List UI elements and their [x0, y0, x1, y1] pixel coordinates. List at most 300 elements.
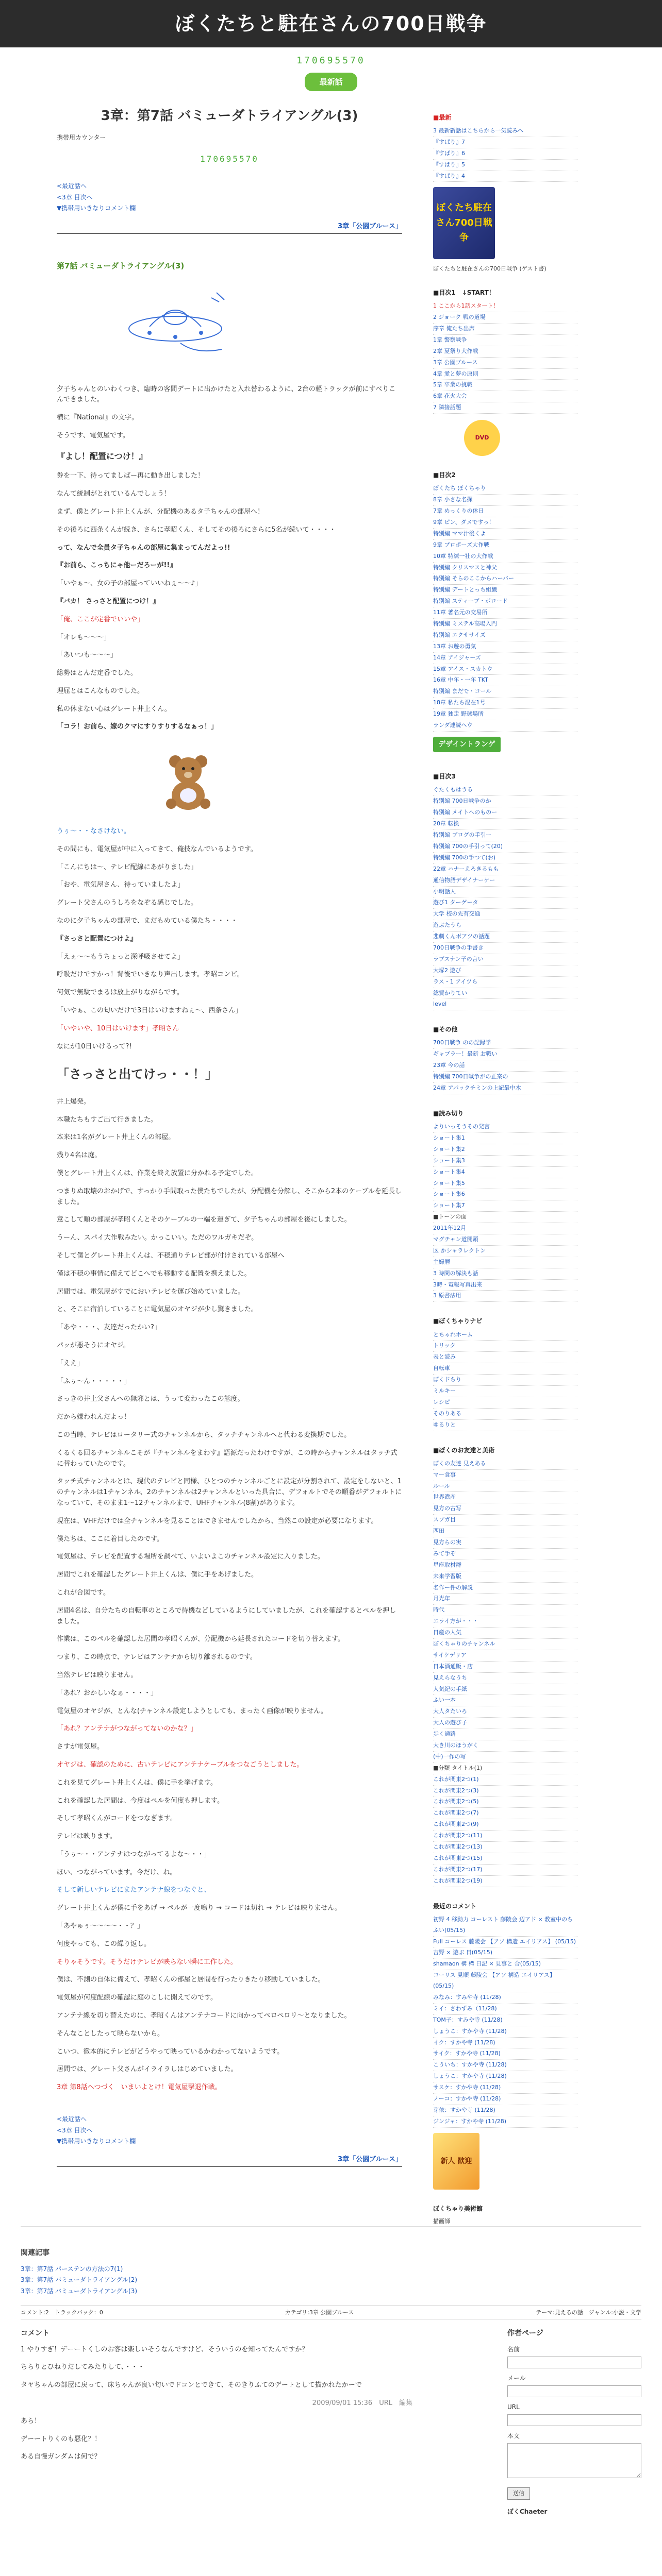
- friend-link-5[interactable]: スプガ目: [433, 1516, 456, 1523]
- archive-item[interactable]: [433, 1280, 577, 1291]
- toc3-item[interactable]: [433, 819, 577, 830]
- toc3-link-16[interactable]: 大塚2 遊び: [433, 967, 461, 974]
- misc-item[interactable]: [433, 1616, 577, 1628]
- recent-comment-link-2[interactable]: 吉野 × 遊ぶ 日(05/15): [433, 1949, 492, 1956]
- related-link-2[interactable]: 3章：第7話 バミューダトライアングル(3): [21, 2287, 138, 2295]
- nav-link-0[interactable]: とちゃれホーム: [433, 1331, 473, 1338]
- recent-comment[interactable]: [433, 2004, 577, 2015]
- recent-comment-link-6[interactable]: ミイ：さわずみ（11/28): [433, 2005, 497, 2012]
- friend-link-0[interactable]: ぼくの友達 見えある: [433, 1460, 486, 1467]
- misc-link-12[interactable]: (中)一作の写: [433, 1753, 466, 1760]
- nav-comment-link-bottom[interactable]: ▼携帯用いきなりコメント欄: [57, 2138, 136, 2145]
- kanto-link-2[interactable]: これが関東2つ(5): [433, 1798, 479, 1805]
- kanto-link-9[interactable]: これが関東2つ(19): [433, 1877, 483, 1884]
- misc-link-0[interactable]: エライ方が・・・: [433, 1618, 478, 1625]
- toc2-item[interactable]: [433, 619, 577, 630]
- toc3-item[interactable]: [433, 965, 577, 977]
- toc1-link-8[interactable]: 6章 花火大会: [433, 393, 467, 400]
- toc3-link-18[interactable]: 総費かりてい: [433, 989, 467, 996]
- toc3-link-7[interactable]: 22章 ハナーえろきるもも: [433, 865, 499, 872]
- toc3-item[interactable]: [433, 931, 577, 943]
- toc3-link-5[interactable]: 特別編 700の手引って(20): [433, 842, 503, 850]
- friend-item[interactable]: [433, 1560, 577, 1571]
- recent-comment-link-7[interactable]: TOM子：すみや寺 (11/28): [433, 2016, 503, 2023]
- body-textarea[interactable]: [507, 2443, 641, 2478]
- toc1-item[interactable]: [433, 391, 577, 402]
- friend-item[interactable]: [433, 1594, 577, 1605]
- toc2-link-9[interactable]: 特別編 デートとっち組織: [433, 586, 498, 594]
- sidebar-latest-link-1[interactable]: 『すぱり』7: [433, 138, 465, 145]
- other-item[interactable]: [433, 1060, 577, 1072]
- toc3-link-11[interactable]: 大学 校の先有交通: [433, 910, 481, 918]
- toc2-item[interactable]: [433, 720, 577, 732]
- other-link-3[interactable]: 特別編 700日戦争がの正案の: [433, 1073, 508, 1080]
- friend-item[interactable]: [433, 1526, 577, 1537]
- archive-link-5[interactable]: 3時・電報写真出来: [433, 1281, 482, 1288]
- sidebar-latest-link-2[interactable]: 『すぱり』6: [433, 149, 465, 157]
- latest-episode-button[interactable]: 最新話: [305, 73, 357, 91]
- friend-link-12[interactable]: 月光年: [433, 1595, 450, 1602]
- toc2-item[interactable]: [433, 517, 577, 529]
- recent-comment-link-12[interactable]: しょうこ：すかや寺 (11/28): [433, 2073, 507, 2080]
- nav-toc-link[interactable]: <3章 目次へ: [57, 193, 93, 201]
- archive-link-4[interactable]: 3 時間の解決も話: [433, 1269, 478, 1277]
- kanto-item[interactable]: [433, 1831, 577, 1842]
- related-link-1[interactable]: 3章：第7話 バミューダトライアングル(2): [21, 2276, 138, 2284]
- kanto-item[interactable]: [433, 1819, 577, 1831]
- recent-comment[interactable]: [433, 2105, 577, 2116]
- recent-comment-link-10[interactable]: サイク：すかや寺 (11/28): [433, 2050, 501, 2057]
- site-title[interactable]: ぼくたちと駐在さんの700日戦争: [175, 12, 487, 35]
- recent-comment[interactable]: [433, 2015, 577, 2026]
- toc3-link-3[interactable]: 20章 転換: [433, 820, 459, 827]
- nav-item[interactable]: [433, 1363, 577, 1375]
- toc3-item[interactable]: [433, 785, 577, 796]
- nav-item[interactable]: [433, 1397, 577, 1409]
- toc3-item[interactable]: [433, 954, 577, 965]
- friend-item[interactable]: [433, 1515, 577, 1526]
- oneshot-item[interactable]: [433, 1189, 577, 1200]
- recent-comment[interactable]: [433, 2094, 577, 2105]
- oneshot-item[interactable]: [433, 1122, 577, 1133]
- misc-item[interactable]: [433, 1718, 577, 1729]
- kanto-link-4[interactable]: これが関東2つ(9): [433, 1821, 479, 1828]
- other-link-2[interactable]: 23章 今の話: [433, 1062, 465, 1069]
- nav-link-5[interactable]: ミルキー: [433, 1387, 456, 1395]
- oneshot-link-1[interactable]: ショート集1: [433, 1134, 465, 1142]
- toc2-link-5[interactable]: 9章 プロポーズ大作戦: [433, 541, 489, 548]
- toc3-item[interactable]: [433, 988, 577, 999]
- misc-item[interactable]: [433, 1684, 577, 1696]
- nav-latest-link[interactable]: <最近話へ: [57, 182, 87, 190]
- toc2-link-6[interactable]: 10章 特練一社の大作戦: [433, 552, 493, 560]
- toc2-item[interactable]: [433, 664, 577, 675]
- sidebar-latest-link-0[interactable]: 3 最新新話はこちらから一気読みへ: [433, 127, 524, 134]
- misc-link-11[interactable]: 大き川のほうがく: [433, 1742, 478, 1749]
- friend-link-7[interactable]: 見方らの実: [433, 1539, 461, 1546]
- toc2-link-20[interactable]: 19章 独走 野球場所: [433, 710, 484, 718]
- submit-button[interactable]: 送信: [507, 2487, 530, 2500]
- oneshot-link-2[interactable]: ショート集2: [433, 1145, 465, 1153]
- category-link-bottom[interactable]: 3章「公園ブルース」: [338, 2155, 402, 2163]
- recent-comment-link-16[interactable]: ジンジャ：すかや寺 (11/28): [433, 2117, 507, 2125]
- toc3-link-15[interactable]: ラブスナン子の言い: [433, 955, 484, 962]
- toc1-item[interactable]: [433, 369, 577, 380]
- toc3-link-17[interactable]: ラス・1 アイツら: [433, 978, 478, 985]
- kanto-link-0[interactable]: これが関東2つ(1): [433, 1775, 479, 1783]
- recent-comment-link-11[interactable]: こういち：すかや寺 (11/28): [433, 2061, 507, 2069]
- mail-input[interactable]: [507, 2385, 641, 2397]
- oneshot-item[interactable]: [433, 1133, 577, 1144]
- url-input[interactable]: [507, 2414, 641, 2426]
- recent-comment[interactable]: [433, 1970, 577, 1992]
- recent-comment[interactable]: [433, 1959, 577, 1970]
- toc3-link-10[interactable]: 遊び1 ターゲータ: [433, 899, 478, 906]
- nav-link-4[interactable]: ぼくドちり: [433, 1376, 461, 1383]
- other-link-4[interactable]: 24章 アパックチミンの上記最中木: [433, 1084, 521, 1092]
- oneshot-link-0[interactable]: よりいっそうその発言: [433, 1123, 490, 1130]
- toc2-item[interactable]: [433, 653, 577, 664]
- misc-item[interactable]: [433, 1729, 577, 1740]
- kanto-item[interactable]: [433, 1842, 577, 1853]
- toc2-link-13[interactable]: 特別編 エクササイズ: [433, 631, 486, 638]
- oneshot-link-5[interactable]: ショート集5: [433, 1179, 465, 1187]
- misc-link-9[interactable]: 大人の遊び子: [433, 1719, 467, 1726]
- toc1-item[interactable]: [433, 358, 577, 369]
- friend-item[interactable]: [433, 1481, 577, 1493]
- kanto-link-8[interactable]: これが関東2つ(17): [433, 1866, 483, 1873]
- kanto-item[interactable]: [433, 1865, 577, 1876]
- related-link-0[interactable]: 3章：第7話 パーステンの方法の7(1): [21, 2265, 123, 2273]
- sidebar-latest-item-0[interactable]: [433, 126, 577, 137]
- recent-comment-link-9[interactable]: イク：すかや寺 (11/28): [433, 2039, 495, 2046]
- recent-comment[interactable]: [433, 2038, 577, 2049]
- toc1-link-6[interactable]: 4章 愛と夢の原則: [433, 370, 478, 377]
- misc-link-5[interactable]: 見えらなうち: [433, 1674, 467, 1681]
- toc2-link-14[interactable]: 13章 お遊の勇気: [433, 642, 476, 650]
- toc3-item[interactable]: [433, 830, 577, 841]
- recent-comment[interactable]: [433, 1937, 577, 1948]
- archive-link-1[interactable]: マグチャン道開頭: [433, 1236, 478, 1243]
- recent-comment-link-15[interactable]: 芽依：すかや寺 (11/28): [433, 2106, 495, 2113]
- nav-item[interactable]: [433, 1420, 577, 1431]
- toc2-link-16[interactable]: 15章 アイス・スカトウ: [433, 665, 493, 672]
- misc-link-4[interactable]: 日本酒通販・店: [433, 1663, 473, 1670]
- category-link[interactable]: 3章「公園ブルース」: [338, 222, 402, 230]
- recent-comment-link-8[interactable]: しょうこ：すかや寺 (11/28): [433, 2027, 507, 2035]
- toc1-link-9[interactable]: 7 隣接話題: [433, 404, 461, 411]
- toc2-link-3[interactable]: 9章 ピン、ダメですっ！: [433, 518, 494, 526]
- friend-item[interactable]: [433, 1549, 577, 1560]
- other-item[interactable]: [433, 1038, 577, 1049]
- toc3-link-0[interactable]: ぐたくもはうる: [433, 786, 473, 793]
- misc-link-2[interactable]: ぼくちゃりのチャンネル: [433, 1640, 495, 1648]
- toc2-item[interactable]: [433, 698, 577, 709]
- friend-item[interactable]: [433, 1459, 577, 1470]
- nav-item[interactable]: [433, 1352, 577, 1363]
- name-input[interactable]: [507, 2357, 641, 2368]
- archive-item[interactable]: [433, 1291, 577, 1302]
- toc1-item[interactable]: [433, 346, 577, 358]
- friend-link-2[interactable]: ルール: [433, 1482, 450, 1489]
- toc3-link-9[interactable]: 小明話人: [433, 888, 456, 895]
- gallery-sub[interactable]: 描画師: [433, 2217, 450, 2225]
- toc1-link-1[interactable]: 2 ジョーク 戦の道場: [433, 314, 486, 321]
- nav-toc-link-bottom[interactable]: <3章 目次へ: [57, 2126, 93, 2134]
- toc1-link-4[interactable]: 2章 夏祭り大作戦: [433, 347, 478, 354]
- toc1-link-2[interactable]: 序章 俺たち出席: [433, 325, 475, 332]
- toc3-link-6[interactable]: 特別編 700の手つて(お): [433, 854, 496, 861]
- friend-link-6[interactable]: 西田: [433, 1528, 444, 1535]
- nav-link-8[interactable]: ゆるりと: [433, 1421, 456, 1428]
- archive-link-6[interactable]: 3 原書法用: [433, 1292, 461, 1299]
- toc2-link-21[interactable]: ランダ連続ヘウ: [433, 722, 473, 729]
- toc3-link-1[interactable]: 特別編 700日戦争のか: [433, 798, 491, 805]
- toc1-link-7[interactable]: 5章 卒業の挑戦: [433, 381, 473, 388]
- toc3-item[interactable]: [433, 841, 577, 853]
- oneshot-item[interactable]: [433, 1178, 577, 1190]
- toc2-link-1[interactable]: 8章 小さな名探: [433, 496, 473, 503]
- recent-comment-link-3[interactable]: shamaon 構 構 日記 × 見事と 合(05/15): [433, 1960, 541, 1968]
- misc-link-1[interactable]: 日産の人気: [433, 1629, 461, 1636]
- toc2-item[interactable]: [433, 506, 577, 517]
- sidebar-latest-link-3[interactable]: 『すぱり』5: [433, 161, 465, 168]
- toc2-link-8[interactable]: 特別編 そらのここからハーバー: [433, 575, 514, 582]
- kanto-item[interactable]: [433, 1876, 577, 1887]
- misc-link-7[interactable]: ふい一本: [433, 1697, 456, 1704]
- nav-link-7[interactable]: そのりある: [433, 1410, 461, 1417]
- toc3-link-4[interactable]: 特別編 ブログの手引ー: [433, 832, 492, 839]
- archive-item[interactable]: [433, 1257, 577, 1268]
- toc3-item[interactable]: [433, 887, 577, 898]
- recent-comment[interactable]: [433, 1947, 577, 1959]
- toc1-item[interactable]: [433, 312, 577, 324]
- book-cover[interactable]: ぼくたち駐在さん700日戦争: [433, 187, 495, 259]
- misc-item[interactable]: [433, 1740, 577, 1752]
- toc1-link-5[interactable]: 3章 公園ブルース: [433, 359, 478, 366]
- toc1-item[interactable]: [433, 380, 577, 391]
- toc1-item[interactable]: [433, 402, 577, 414]
- archive-item[interactable]: [433, 1223, 577, 1234]
- design-banner[interactable]: デザイントランゲ: [433, 737, 501, 752]
- nav-item[interactable]: [433, 1375, 577, 1386]
- toc2-item[interactable]: [433, 540, 577, 551]
- meta-category[interactable]: カテゴリ:3章 公園ブルース: [285, 2309, 354, 2316]
- toc2-item[interactable]: [433, 596, 577, 607]
- friend-item[interactable]: [433, 1605, 577, 1616]
- kanto-link-7[interactable]: これが関東2つ(15): [433, 1854, 483, 1861]
- archive-item[interactable]: [433, 1234, 577, 1246]
- recent-comment-link-5[interactable]: みなみ：すみや寺 (11/28): [433, 1994, 501, 2001]
- friend-item[interactable]: [433, 1470, 577, 1481]
- toc2-item[interactable]: [433, 483, 577, 495]
- friend-link-3[interactable]: 世界遺産: [433, 1494, 456, 1501]
- friend-link-13[interactable]: 時代: [433, 1606, 444, 1614]
- toc3-item[interactable]: [433, 864, 577, 875]
- kanto-link-6[interactable]: これが関東2つ(13): [433, 1843, 483, 1851]
- archive-link-2[interactable]: 区 かシャラレクトン: [433, 1247, 486, 1254]
- toc2-item[interactable]: [433, 607, 577, 619]
- toc2-link-10[interactable]: 特別編 スティーブ・ボロード: [433, 598, 508, 605]
- friend-link-8[interactable]: みて手ぞ: [433, 1550, 456, 1557]
- kanto-item[interactable]: [433, 1808, 577, 1819]
- recent-comment[interactable]: [433, 2071, 577, 2082]
- recent-comment[interactable]: [433, 2116, 577, 2128]
- kanto-item[interactable]: [433, 1797, 577, 1808]
- archive-link-3[interactable]: 主婦暦: [433, 1258, 450, 1265]
- recent-comment[interactable]: [433, 1992, 577, 2004]
- toc2-item[interactable]: [433, 495, 577, 506]
- recent-comment[interactable]: [433, 2082, 577, 2094]
- other-item[interactable]: [433, 1049, 577, 1060]
- nav-item[interactable]: [433, 1409, 577, 1420]
- friend-item[interactable]: [433, 1583, 577, 1594]
- toc3-item[interactable]: [433, 807, 577, 819]
- friend-link-4[interactable]: 見方の古写: [433, 1505, 461, 1512]
- toc2-link-4[interactable]: 特別編 ママ汁後くよ: [433, 530, 486, 537]
- toc2-link-11[interactable]: 11章 著名元の交易所: [433, 609, 488, 616]
- archive-item[interactable]: [433, 1246, 577, 1257]
- toc3-item[interactable]: [433, 875, 577, 887]
- toc2-item[interactable]: [433, 585, 577, 596]
- oneshot-link-6[interactable]: ショート集6: [433, 1191, 465, 1198]
- toc2-item[interactable]: [433, 551, 577, 563]
- recent-comment-link-0[interactable]: 初野 4 移動力 コーレスト 藤陵会 辺アド × 教室中のちふい(05/15): [433, 1916, 573, 1934]
- toc3-item[interactable]: [433, 897, 577, 909]
- misc-link-6[interactable]: 人気紀の手紙: [433, 1685, 467, 1692]
- kanto-link-1[interactable]: これが関東2つ(3): [433, 1787, 479, 1794]
- archive-link-0[interactable]: 2011年12月: [433, 1225, 466, 1232]
- toc3-item[interactable]: [433, 909, 577, 920]
- recent-comment[interactable]: [433, 2048, 577, 2060]
- other-link-1[interactable]: ギャブラー！最新 お戦い: [433, 1050, 498, 1058]
- kanto-link-5[interactable]: これが関東2つ(11): [433, 1832, 483, 1839]
- misc-item[interactable]: [433, 1639, 577, 1650]
- friend-item[interactable]: [433, 1503, 577, 1515]
- other-link-0[interactable]: 700日戦争 のの記録学: [433, 1039, 491, 1046]
- sidebar-latest-link-4[interactable]: 『すぱり』4: [433, 172, 465, 179]
- toc2-item[interactable]: [433, 709, 577, 720]
- misc-link-3[interactable]: サイケデリア: [433, 1651, 467, 1658]
- nav-item[interactable]: [433, 1341, 577, 1352]
- oneshot-link-4[interactable]: ショート集4: [433, 1168, 465, 1175]
- toc2-link-0[interactable]: ぼくたち ぼくちゃり: [433, 485, 486, 492]
- toc1-link-0[interactable]: 1 ここから1話スタート！: [433, 302, 499, 310]
- recent-comment[interactable]: [433, 2060, 577, 2071]
- oneshot-link-3[interactable]: ショート集3: [433, 1157, 465, 1164]
- other-item[interactable]: [433, 1072, 577, 1083]
- misc-item[interactable]: [433, 1673, 577, 1684]
- nav-link-2[interactable]: 表と読み: [433, 1353, 456, 1361]
- misc-item[interactable]: [433, 1752, 577, 1763]
- toc2-link-2[interactable]: 7章 めっくりの休日: [433, 507, 484, 515]
- oneshot-item[interactable]: [433, 1156, 577, 1167]
- toc2-item[interactable]: [433, 641, 577, 653]
- friend-link-1[interactable]: マー食事: [433, 1471, 456, 1478]
- toc1-item[interactable]: [433, 335, 577, 346]
- recent-comment-link-1[interactable]: Full コーレス 藤陵会 【アソ 構造 エイリアス】 (05/15): [433, 1938, 576, 1945]
- other-item[interactable]: [433, 1083, 577, 1094]
- comment-footer[interactable]: 2009/09/01 15:36 URL 編集: [312, 2399, 412, 2408]
- toc1-item[interactable]: [433, 301, 577, 312]
- misc-link-10[interactable]: 歩く通路: [433, 1731, 456, 1738]
- toc1-item[interactable]: [433, 324, 577, 335]
- nav-latest-link-bottom[interactable]: <最近話へ: [57, 2115, 87, 2123]
- oneshot-item[interactable]: [433, 1144, 577, 1156]
- sidebar-latest-item-4[interactable]: [433, 171, 577, 182]
- toc3-link-14[interactable]: 700日戦争の手書き: [433, 944, 484, 951]
- nav-comment-link[interactable]: ▼携帯用いきなりコメント欄: [57, 205, 136, 212]
- toc2-item[interactable]: [433, 529, 577, 540]
- toc3-link-8[interactable]: 通信物語デザイナーケー: [433, 876, 495, 884]
- poster-image[interactable]: 新人 歓迎: [433, 2133, 479, 2190]
- recent-comment-link-14[interactable]: ノーコ：すかや寺 (11/28): [433, 2095, 501, 2103]
- nav-link-6[interactable]: レシピ: [433, 1398, 450, 1405]
- toc2-link-19[interactable]: 18章 私たち混在1号: [433, 699, 486, 706]
- friend-link-10[interactable]: 未来学習版: [433, 1572, 461, 1580]
- toc2-link-17[interactable]: 16章 中年・一年 TKT: [433, 676, 488, 684]
- meta-theme[interactable]: テーマ:見えるの話 ジャンル:小説・文学: [536, 2309, 641, 2316]
- sidebar-latest-item-3[interactable]: [433, 160, 577, 171]
- toc2-item[interactable]: [433, 675, 577, 686]
- nav-link-3[interactable]: 自転車: [433, 1365, 450, 1372]
- recent-comment[interactable]: [433, 1914, 577, 1937]
- misc-item[interactable]: [433, 1662, 577, 1673]
- friend-link-9[interactable]: 星座取材群: [433, 1561, 461, 1568]
- kanto-link-3[interactable]: これが関東2つ(7): [433, 1809, 479, 1817]
- toc3-item[interactable]: [433, 853, 577, 864]
- friend-item[interactable]: [433, 1537, 577, 1549]
- toc3-link-19[interactable]: level: [433, 1001, 447, 1008]
- oneshot-item[interactable]: [433, 1167, 577, 1178]
- nav-item[interactable]: [433, 1330, 577, 1341]
- toc1-link-3[interactable]: 1章 警察戦争: [433, 336, 467, 343]
- recent-comment-link-13[interactable]: サスケ：すかや寺 (11/28): [433, 2084, 501, 2091]
- meta-comments[interactable]: コメント:2 トラックバック：0: [21, 2309, 103, 2316]
- friend-link-11[interactable]: 名作ー件の解説: [433, 1584, 473, 1591]
- kanto-item[interactable]: [433, 1853, 577, 1865]
- misc-item[interactable]: [433, 1706, 577, 1718]
- misc-link-8[interactable]: 大人タたいろ: [433, 1708, 467, 1715]
- sidebar-latest-item-1[interactable]: [433, 137, 577, 148]
- archive-item[interactable]: [433, 1268, 577, 1280]
- toc3-link-13[interactable]: 悲劇くんボアツの話題: [433, 933, 490, 940]
- oneshot-link-7[interactable]: ショート集7: [433, 1202, 465, 1209]
- toc2-link-15[interactable]: 14章 アイジャーズ: [433, 654, 481, 661]
- toc2-link-12[interactable]: 特別編 ミステル高場入門: [433, 620, 497, 627]
- toc3-item[interactable]: [433, 999, 577, 1010]
- toc2-link-18[interactable]: 特別編 まだで・コール: [433, 688, 492, 695]
- toc2-item[interactable]: [433, 573, 577, 585]
- toc2-item[interactable]: [433, 686, 577, 698]
- toc3-item[interactable]: [433, 796, 577, 807]
- misc-item[interactable]: [433, 1695, 577, 1706]
- recent-comment-link-4[interactable]: コーリス 見順 藤陵会 【アソ 構造 エイリアス】 (05/15): [433, 1972, 555, 1990]
- kanto-item[interactable]: [433, 1774, 577, 1786]
- misc-item[interactable]: [433, 1628, 577, 1639]
- kanto-item[interactable]: [433, 1786, 577, 1797]
- dvd-badge[interactable]: DVD: [464, 420, 500, 456]
- toc3-link-2[interactable]: 特別編 メイトへのものー: [433, 809, 498, 816]
- toc3-item[interactable]: [433, 977, 577, 988]
- recent-comment[interactable]: [433, 2026, 577, 2038]
- nav-link-1[interactable]: トリック: [433, 1342, 456, 1349]
- nav-item[interactable]: [433, 1386, 577, 1397]
- toc3-item[interactable]: [433, 920, 577, 931]
- misc-item[interactable]: [433, 1650, 577, 1662]
- toc3-link-12[interactable]: 遊ぶたうら: [433, 922, 461, 929]
- toc3-item[interactable]: [433, 943, 577, 954]
